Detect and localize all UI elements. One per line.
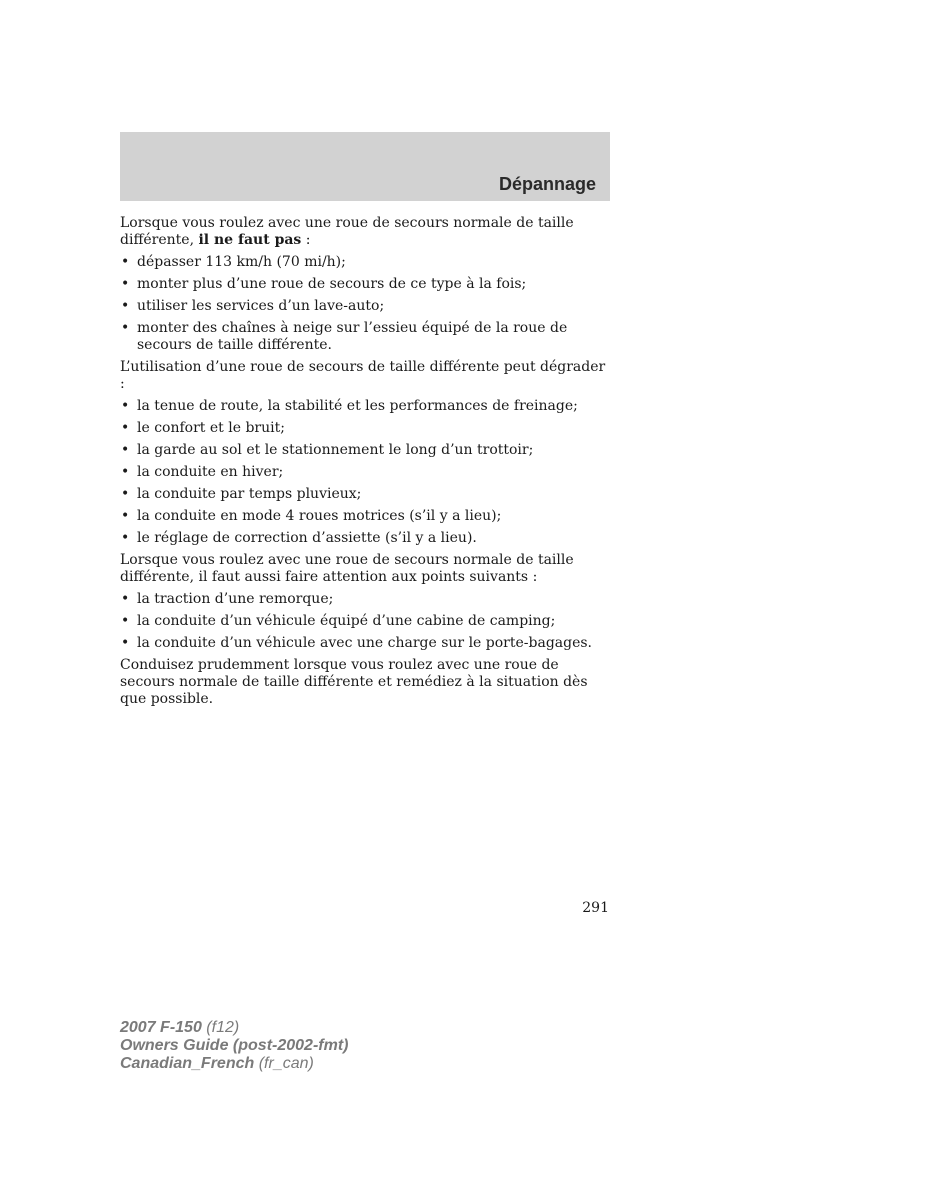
section-title: Dépannage bbox=[498, 174, 596, 194]
section-header-band bbox=[120, 132, 610, 201]
list-item: • monter des chaînes à neige sur l’essieu équipé de la roue de secours de taille différente. bbox=[120, 320, 610, 354]
degradation-list bbox=[120, 398, 610, 547]
footer-line-1 bbox=[120, 1019, 348, 1037]
list-item: • dépasser 113 km/h (70 mi/h); bbox=[120, 254, 610, 271]
intro-text-end: : bbox=[301, 232, 311, 248]
intro-paragraph bbox=[120, 215, 610, 249]
list-item: • monter plus d’une roue de secours de ce type à la fois; bbox=[120, 276, 610, 293]
list-item: • la conduite d’un véhicule avec une charge sur le porte-bagages. bbox=[120, 635, 610, 652]
list-item: • la tenue de route, la stabilité et les performances de freinage; bbox=[120, 398, 610, 415]
list-item: • la conduite par temps pluvieux; bbox=[120, 486, 610, 503]
footer-language-code: (fr_can) bbox=[258, 1055, 314, 1072]
list-item: • utiliser les services d’un lave-auto; bbox=[120, 298, 610, 315]
list-item: • la garde au sol et le stationnement le long d’un trottoir; bbox=[120, 442, 610, 459]
intro-bold-text: il ne faut pas bbox=[198, 232, 302, 248]
body-text bbox=[120, 215, 610, 713]
list-item: • le réglage de correction d’assiette (s’il y a lieu). bbox=[120, 530, 610, 547]
footer-model: 2007 F-150 bbox=[120, 1019, 202, 1036]
caution-paragraph: Lorsque vous roulez avec une roue de secours normale de taille différente, il faut aussi faire attention aux points suivants : bbox=[120, 552, 574, 585]
degradation-paragraph: L’utilisation d’une roue de secours de taille différente peut dégrader : bbox=[120, 359, 606, 392]
footer-model-code: (f12) bbox=[206, 1019, 240, 1036]
footer-line-2: Owners Guide (post-2002-fmt) bbox=[120, 1037, 349, 1054]
list-item: • la traction d’une remorque; bbox=[120, 591, 610, 608]
list-item: • la conduite en hiver; bbox=[120, 464, 610, 481]
document-footer bbox=[120, 1019, 348, 1073]
list-item: • la conduite en mode 4 roues motrices (s’il y a lieu); bbox=[120, 508, 610, 525]
list-item: • la conduite d’un véhicule équipé d’une cabine de camping; bbox=[120, 613, 610, 630]
closing-paragraph: Conduisez prudemment lorsque vous roulez avec une roue de secours normale de taille différente et remédiez à la situation dès que possible. bbox=[120, 657, 588, 707]
list-item: • le confort et le bruit; bbox=[120, 420, 610, 437]
restriction-list bbox=[120, 254, 610, 354]
page-number: 291 bbox=[582, 900, 609, 916]
intro-text-start: Lorsque vous roulez avec une roue de secours normale de taille différente, bbox=[120, 215, 574, 248]
footer-line-3 bbox=[120, 1055, 348, 1073]
footer-language: Canadian_French bbox=[120, 1055, 255, 1072]
caution-list bbox=[120, 591, 610, 652]
